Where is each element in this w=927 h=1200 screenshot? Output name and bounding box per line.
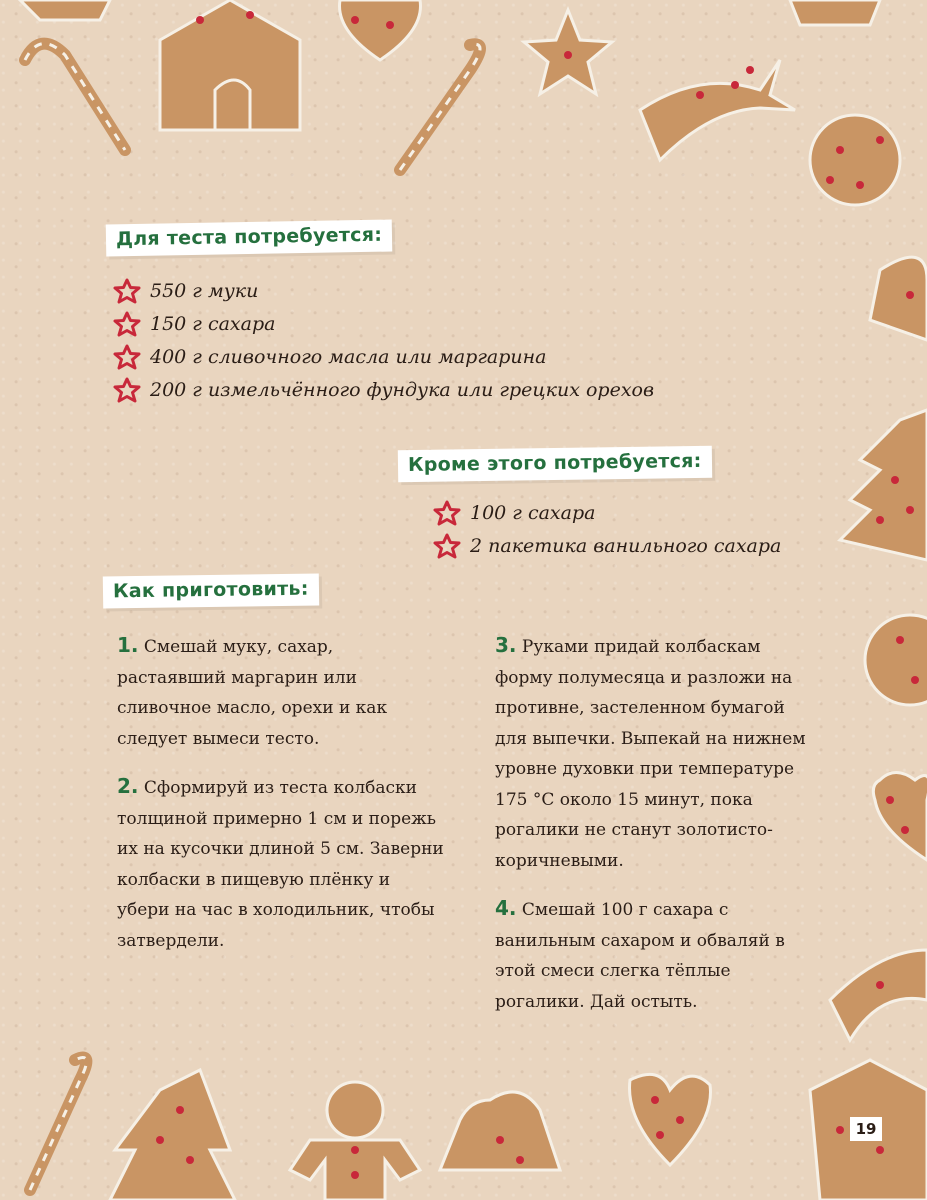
step-2 xyxy=(117,771,447,956)
list-item xyxy=(112,307,654,340)
step-text: Смешай муку, сахар, растаявший маргарин или сливочное масло, орехи и как следует вымеси тесто. xyxy=(117,637,388,749)
list-item xyxy=(432,496,781,529)
extra-ingredients-heading: Кроме этого потребуется: xyxy=(398,446,712,482)
ingredient-text: 100 г сахара xyxy=(470,501,596,524)
steps-column-left xyxy=(117,630,447,973)
steps-column-right xyxy=(495,630,815,1034)
step-1 xyxy=(117,630,447,754)
step-number: 3. xyxy=(495,633,517,657)
list-item xyxy=(112,340,654,373)
star-bullet-icon xyxy=(112,377,142,403)
ingredient-text: 150 г сахара xyxy=(150,312,276,335)
step-text: Сформируй из теста колбаски толщиной примерно 1 см и порежь их на кусочки длиной 5 см. Заверни колбаски в пищевую плёнку и убери на час в холодильник, чтобы затвердели. xyxy=(117,778,444,951)
star-bullet-icon xyxy=(112,344,142,370)
page-number: 19 xyxy=(850,1117,882,1141)
list-item xyxy=(112,373,654,406)
dough-ingredients-heading: Для теста потребуется: xyxy=(106,220,393,257)
dough-ingredients-list xyxy=(112,274,654,406)
step-text: Руками придай колбаскам форму полумесяца и разложи на противне, застеленном бумагой для выпечки. Выпекай на нижнем уровне духовки при температуре 175 °C около 15 минут, пока рогалики не станут золотисто-коричневыми. xyxy=(495,637,806,871)
step-3 xyxy=(495,630,815,876)
step-number: 1. xyxy=(117,633,139,657)
step-text: Смешай 100 г сахара с ванильным сахаром и обваляй в этой смеси слегка тёплые рогалики. Дай остыть. xyxy=(495,900,785,1012)
extra-ingredients-list xyxy=(432,496,781,562)
ingredient-text: 400 г сливочного масла или маргарина xyxy=(150,345,547,368)
ingredient-text: 2 пакетика ванильного сахара xyxy=(470,534,782,557)
star-bullet-icon xyxy=(432,500,462,526)
star-bullet-icon xyxy=(112,311,142,337)
howto-heading: Как приготовить: xyxy=(103,573,319,608)
ingredient-text: 550 г муки xyxy=(150,279,259,302)
step-number: 4. xyxy=(495,896,517,920)
step-number: 2. xyxy=(117,774,139,798)
list-item xyxy=(112,274,654,307)
ingredient-text: 200 г измельчённого фундука или грецких орехов xyxy=(150,378,655,401)
list-item xyxy=(432,529,781,562)
star-bullet-icon xyxy=(112,278,142,304)
step-4 xyxy=(495,893,815,1017)
star-bullet-icon xyxy=(432,533,462,559)
